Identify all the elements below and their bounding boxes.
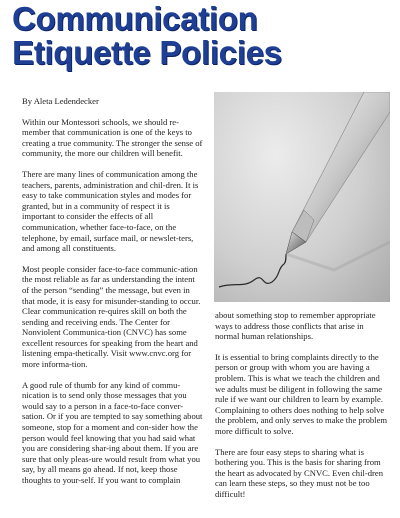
paragraph-2: There are many lines of communication among the teachers, parents, administration and chil-dren. It is easy to take communication styles and modes for granted, but in a community of respect it is important to consider the effects of all communication, whether face-to-face, on the telephone, by email, surface mail, or newslet-ters, and among all constituents. (22, 168, 199, 254)
pen-writing-photo (214, 92, 390, 302)
pen-illustration (214, 92, 390, 302)
byline: By Aleta Ledendecker (22, 96, 99, 106)
left-column (22, 96, 204, 496)
paragraph-4: A good rule of thumb for any kind of commu-nication is to send only those messages that you would say to a person in a face-to-face conver-sation. Or if you are tempted to say something about someone, stop for a moment and con-sider how the person would feel knowing that you had said what you are considering shar-ing about them. If you are sure that only pleas-ure would result from what you say, by all means go ahead. If not, keep those thoughts to your-self. If you want to complain (22, 379, 203, 485)
title-line-1: Communication (12, 0, 258, 37)
article-title (12, 2, 392, 70)
paragraph-1: Within our Montessori schools, we should re-member that communication is one of the keys to creating a true community. The stronger the sense of community, the more our children will benefit. (22, 116, 203, 159)
right-paragraph-2: It is essential to bring complaints directly to the person or group with whom you are having a problem. This is what we teach the children and we adults must be diligent in following the same rule if we want our children to learn by example. Complaining to others does nothing to help solve the problem, and only serves to make the problem more difficult to solve. (215, 351, 388, 436)
right-column (215, 310, 390, 510)
title-line-2: Etiquette Policies (12, 34, 282, 71)
right-paragraph-1: about something stop to remember appropriate ways to address those conflicts that arise in normal human relationships. (215, 310, 376, 342)
paragraph-3: Most people consider face-to-face communic-ation the most reliable as far as understanding the intent of the person “sending” the message, but even in that mode, it is easy for misunder-standing to occur. Clear communication re-quires skill on both the sending and receiving ends. The Center for Nonviolent Communica-tion (CNVC) has some excellent resources for speaking from the heart and listening empa-thetically. Visit www.cnvc.org for more informa-tion. (22, 263, 201, 370)
right-paragraph-3: There are four easy steps to sharing what is bothering you. This is the basis for sharing from the heart as advocated by CNVC. Even chil-dren can learn these steps, so they must not be too difficult! (215, 446, 383, 499)
